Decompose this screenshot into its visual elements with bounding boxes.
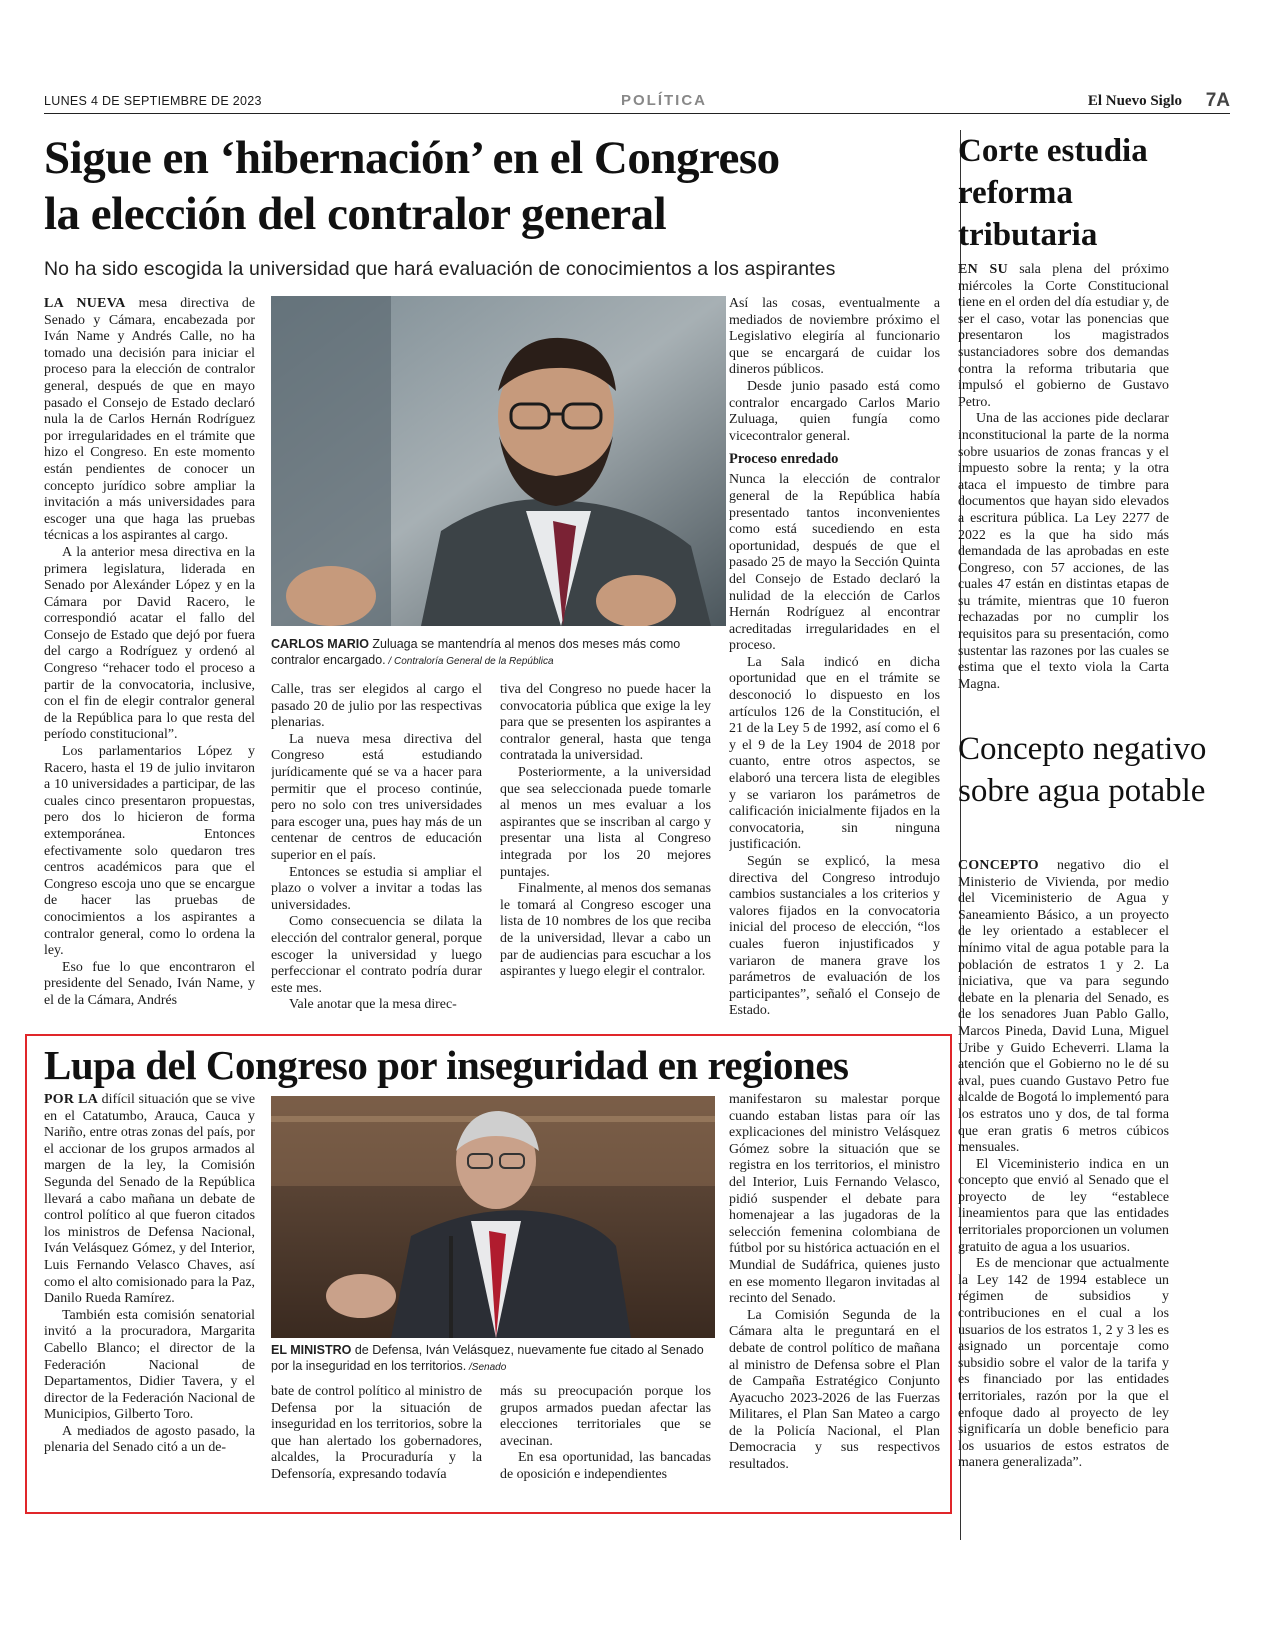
page-number: 7A (1205, 90, 1230, 111)
main-column-2 (271, 682, 482, 1020)
paragraph-text: Como consecuencia se dilata la elección del contralor general, porque escoger la universidad y luego perfeccionar el contrato podría durar este mes. (271, 914, 482, 996)
inset-column-2 (271, 1384, 482, 1502)
paragraph (729, 655, 940, 854)
paragraph (958, 1256, 1169, 1472)
caption-text: Zuluaga se mantendría al menos dos meses más como contralor encargado. (271, 637, 681, 667)
sidebar-headline-1: Corte estudia reforma tributaria (958, 133, 1148, 253)
paragraph (958, 858, 1169, 1157)
paragraph-text: La Sala indicó en dicha oportunidad que en el trámite se desconoció lo dispuesto en los artículos 126 de la Constitución, el 21 de la Ley 5 de 1992, así como el 6 y el 9 de la Ley 1904 de 2018 por cuanto, entre otros aspectos, se elaboró una tercera lista de elegibles y se variaron los parámetros de calificación inicialmente fijados en la convocatoria, sin ninguna justificación. (729, 654, 940, 853)
paragraph-text: La nueva mesa directiva del Congreso está estudiando jurídicamente qué se va a hacer para permitir que el proceso continúe, pero no solo con tres universidades para escoger una, pues hay más de un centenar de centros de educación superior en el país. (271, 731, 482, 863)
paragraph (500, 881, 711, 981)
paragraph-text: A mediados de agosto pasado, la plenaria del Senado citó a un de- (44, 1423, 255, 1456)
paragraph (958, 1157, 1169, 1257)
paragraph (271, 865, 482, 915)
main-subtitle: No ha sido escogida la universidad que hará evaluación de conocimientos a los aspirantes (44, 258, 836, 280)
paragraph-text: Desde junio pasado está como contralor encargado Carlos Mario Zuluaga, quien fungía como vicecontralor general. (729, 378, 940, 444)
paragraph-text: En esa oportunidad, las bancadas de oposición e independientes (500, 1450, 711, 1482)
paragraph-text: difícil situación que se vive en el Catatumbo, Arauca, Cauca y Nariño, entre otras zonas del país, por el accionar de los grupos armados al margen de la ley, la Comisión Segunda del Senado de la República llevará a cabo mañana un debate de control político al que fueron citados los ministros de Defensa Nacional, Iván Velásquez Gómez, y del Interior, Luis Fernando Velasco Chaves, así como el alto comisionado para la Paz, Danilo Rueda Ramírez. (44, 1092, 255, 1307)
paragraph (44, 296, 255, 545)
paragraph (44, 1308, 255, 1424)
paragraph-text: Entonces se estudia si ampliar el plazo o volver a invitar a todas las universidades. (271, 864, 482, 913)
main-column-4-part-b (729, 472, 940, 1020)
paragraph (729, 854, 940, 1020)
paragraph-text: Los parlamentarios López y Racero, hasta el 19 de julio invitaron a 10 universidades a participar, de las cuales cinco presentaron propuestas, pero dos lo hicieron de forma extemporánea. Entonces efectivamente solo quedaron tres centros académicos para que el Congreso escoja uno que se encargue de hacer las pruebas de conocimientos a los aspirantes a contralor general, como lo ordena la ley. (44, 744, 255, 959)
paragraph (500, 1450, 711, 1483)
caption-text: de Defensa, Iván Velásquez, nuevamente fue citado al Senado por la inseguridad en los territorios. (271, 1343, 704, 1373)
paragraph (271, 682, 482, 732)
paragraph-text: Finalmente, al menos dos semanas le tomará al Congreso escoger una lista de 10 nombres de los que reciba de la universidad, llevar a cabo un par de audiencias para escuchar a los aspirantes y luego elegir el contralor. (500, 881, 711, 980)
paragraph-text: Es de mencionar que actualmente la Ley 142 de 1994 establece un régimen de subsidios y contribuciones en el cual a los usuarios de los estratos 1, 2 y 3 les es asignado un porcentaje como subsidio sobre el valor de la tarifa y es financiado por las entidades territoriales, razón por la que el enfoque dado al proyecto de ley significaría un doble beneficio para los usuarios de estos estratos de manera generalizada”. (958, 1256, 1169, 1471)
paragraph-lead: LA NUEVA (44, 296, 126, 311)
paragraph-text: Calle, tras ser elegidos al cargo el pasado 20 de julio por las respectivas plenarias. (271, 682, 482, 731)
paragraph (729, 1308, 940, 1474)
main-column-4 (729, 296, 940, 1020)
paragraph-lead: EN SU (958, 262, 1008, 277)
paragraph-text: Eso fue lo que encontraron el presidente del Senado, Iván Name, y el de la Cámara, Andrés (44, 959, 255, 1008)
paragraph (500, 765, 711, 881)
sidebar-headline-2: Concepto negativo sobre agua potable (958, 731, 1207, 809)
paragraph-text: La Comisión Segunda de la Cámara alta le preguntará en el debate de control político de mañana al ministro de Defensa sobre el Plan de Campaña Estratégico Conjunto Ayacucho 2023-2026 de las Fuerzas Militares, el Plan San Mateo a cargo de la Policía Nacional, el Plan Democracia y sus respectivos resultados. (729, 1307, 940, 1473)
paragraph-text: mesa directiva de Senado y Cámara, encabezada por Iván Name y Andrés Calle, no ha tomado una decisión para iniciar el proceso para la elección de contralor general, después de que en mayo pasado el Consejo de Estado declaró nula la de Carlos Hernán Rodríguez por irregularidades en el trámite que hizo el Congreso. En este momento están pendientes de conocer un concepto jurídico sobre ampliar la invitación a más universidades para escoger una que haga las pruebas técnicas a los aspirantes al cargo. (44, 296, 255, 544)
minister-photo (271, 1096, 715, 1338)
paragraph (44, 744, 255, 960)
paragraph-text: tiva del Congreso no puede hacer la convocatoria pública que exige la ley para que se presenten los aspirantes a contralor general, hasta que tenga contratada la universidad. (500, 682, 711, 764)
photo-credit: /Senado (466, 1362, 507, 1373)
main-column-4-part-a (729, 296, 940, 445)
page-header (44, 92, 1230, 114)
paragraph-lead: CONCEPTO (958, 858, 1039, 873)
paragraph (44, 545, 255, 744)
paragraph (271, 1384, 482, 1484)
paragraph (729, 1092, 940, 1308)
main-headline-line-1: Sigue en ‘hibernación’ en el Congreso (44, 132, 780, 184)
newspaper-brand: El Nuevo Siglo (1087, 93, 1182, 109)
paragraph (271, 997, 482, 1014)
sidebar-story-2 (958, 858, 1169, 1518)
paragraph-text: más su preocupación porque los grupos armados puedan afectar las elecciones territoriales que se avecinan. (500, 1384, 711, 1449)
paragraph (271, 732, 482, 865)
paragraph-text: bate de control político al ministro de Defensa por la situación de inseguridad en los territorios, sobre la que han alertado los gobernadores, alcaldes, la Procuraduría y la Defensoría, expresando todavía (271, 1384, 482, 1482)
caption-lead: EL MINISTRO (271, 1343, 352, 1357)
inset-column-4 (729, 1092, 940, 1502)
contralor-photo-caption (271, 636, 726, 670)
main-column-1 (44, 296, 255, 1020)
inset-headline: Lupa del Congreso por inseguridad en regiones (44, 1042, 849, 1088)
main-column-3 (500, 682, 711, 1020)
paragraph-text: Según se explicó, la mesa directiva del Congreso introdujo cambios sustanciales a los criterios y valores fijados en la convocatoria inicial del proceso de elección, “los cuales fueron injustificados y variaron de manera grave los parámetros de evaluación de los participantes”, señaló el Consejo de Estado. (729, 854, 940, 1019)
paragraph (729, 296, 940, 379)
minister-photo-caption (271, 1342, 715, 1376)
paragraph-text: También esta comisión senatorial invitó a la procuradora, Margarita Cabello Blanco; el director de la Federación Nacional de Departamentos, Didier Tavera, y el director de la Federación Nacional de Municipios, Gilberto Toro. (44, 1307, 255, 1423)
sidebar-story-1 (958, 262, 1169, 692)
paragraph (500, 1384, 711, 1450)
paragraph (44, 1424, 255, 1457)
paragraph-text: A la anterior mesa directiva en la primera legislatura, liderada en Senado por Alexánder López y en la Cámara por David Racero, le correspondió acatar el fallo del Consejo de Estado que dejó por fuera del cargo a Rodríguez y ordenó al Congreso “rehacer todo el proceso a partir de la convocatoria, inclusive, con el fin de elegir contralor general de la República para lo que resta del período constitucional”. (44, 544, 255, 743)
paragraph-text: Una de las acciones pide declarar inconstitucional la parte de la norma sobre usuarios de zonas francas y el impuesto sobre la renta; y la otra ataca el impuesto de timbre para documentos que hayan sido elevados a escritura pública. La Ley 2277 de 2022 es la que ha sido más demandada de las aprobadas en este Congreso, con 57 acciones, de las cuales 47 están en distintas etapas de su trámite, mientras que 10 fueron rechazadas por no cumplir los requisitos para su presentación, como sustentar las razones por las cuales se estima que el texto viola la Carta Magna. (958, 411, 1169, 692)
main-headline (44, 130, 944, 242)
issue-date: LUNES 4 DE SEPTIEMBRE DE 2023 (44, 94, 262, 108)
paragraph-text: Nunca la elección de contralor general de la República había presentado tantos inconvenientes como está sucediendo en esta oportunidad, después de que el pasado 25 de mayo la Sección Quinta del Consejo de Estado declaró la nulidad de la elección de Carlos Hernán Rodríguez al encontrar acreditadas irregularidades en el proceso. (729, 472, 940, 654)
paragraph (44, 960, 255, 1010)
paragraph-text: manifestaron su malestar porque cuando estaban listas para oír las explicaciones del ministro Velásquez Gómez sobre la situación que se registra en los territorios, el ministro del Interior, Luis Fernando Velasco, pidió suspender el debate para homenajear a las jugadoras de la selección femenina colombiana de fútbol por su histórica actuación en el Mundial de Sudáfrica, quienes justo en ese momento llegaron invitadas al recinto del Senado. (729, 1092, 940, 1307)
caption-lead: CARLOS MARIO (271, 637, 369, 651)
paragraph-text: Vale anotar que la mesa direc- (289, 997, 457, 1013)
header-rule (44, 113, 1230, 114)
paragraph-text: negativo dio el Ministerio de Vivienda, por medio del Viceministerio de Agua y Saneamiento Básico, a un proyecto de ley orientado a establecer el mínimo vital de agua potable para la población de estratos 1 y 2. La iniciativa, que va para segundo debate en la plenaria del Senado, es de los senadores Juan Pablo Gallo, Marcos Pineda, David Luna, Miguel Uribe y Guido Echeverri. Llama la atención que el Gobierno no le dé su aval, pues cuando Gustavo Petro fue alcalde de Bogotá lo implementó para los estratos uno y dos, de tal forma que eran gratis 6 metros cúbicos mensuales. (958, 858, 1169, 1156)
paragraph-lead: POR LA (44, 1092, 99, 1107)
paragraph-text: Posteriormente, a la universidad que sea seleccionada puede tomarle al menos un mes evaluar a los aspirantes que se inscriban al cargo y presentar una lista al Congreso integrada por los 20 mejores puntajes. (500, 764, 711, 880)
paragraph (729, 379, 940, 445)
section-label: POLÍTICA (621, 92, 707, 109)
paragraph-text: El Viceministerio indica en un concepto que envió al Senado que el proyecto de ley “establece lineamientos para que las entidades territoriales proporcionen un volumen gratuito de agua a los usuarios. (958, 1156, 1169, 1255)
paragraph (958, 411, 1169, 692)
inset-column-3 (500, 1384, 711, 1502)
paragraph (958, 262, 1169, 411)
paragraph (271, 914, 482, 997)
paragraph-text: Así las cosas, eventualmente a mediados de noviembre próximo el Legislativo elegiría al funcionario que se encargará de cuidar los dineros públicos. (729, 296, 940, 378)
photo-credit: / Contraloría General de la República (385, 656, 554, 667)
paragraph (729, 472, 940, 655)
paragraph (500, 682, 711, 765)
paragraph-text: sala plena del próximo miércoles la Corte Constitucional tiene en el orden del día estudiar y, de ser el caso, votar las ponencias que presentaron los magistrados sustanciadores sobre dos demandas contra la reforma tributaria que impulsó el gobierno de Gustavo Petro. (958, 262, 1169, 410)
contralor-photo (271, 296, 726, 626)
inset-column-1 (44, 1092, 255, 1502)
main-headline-line-2: la elección del contralor general (44, 188, 667, 240)
paragraph (44, 1092, 255, 1308)
section-subhead: Proceso enredado (729, 451, 839, 468)
